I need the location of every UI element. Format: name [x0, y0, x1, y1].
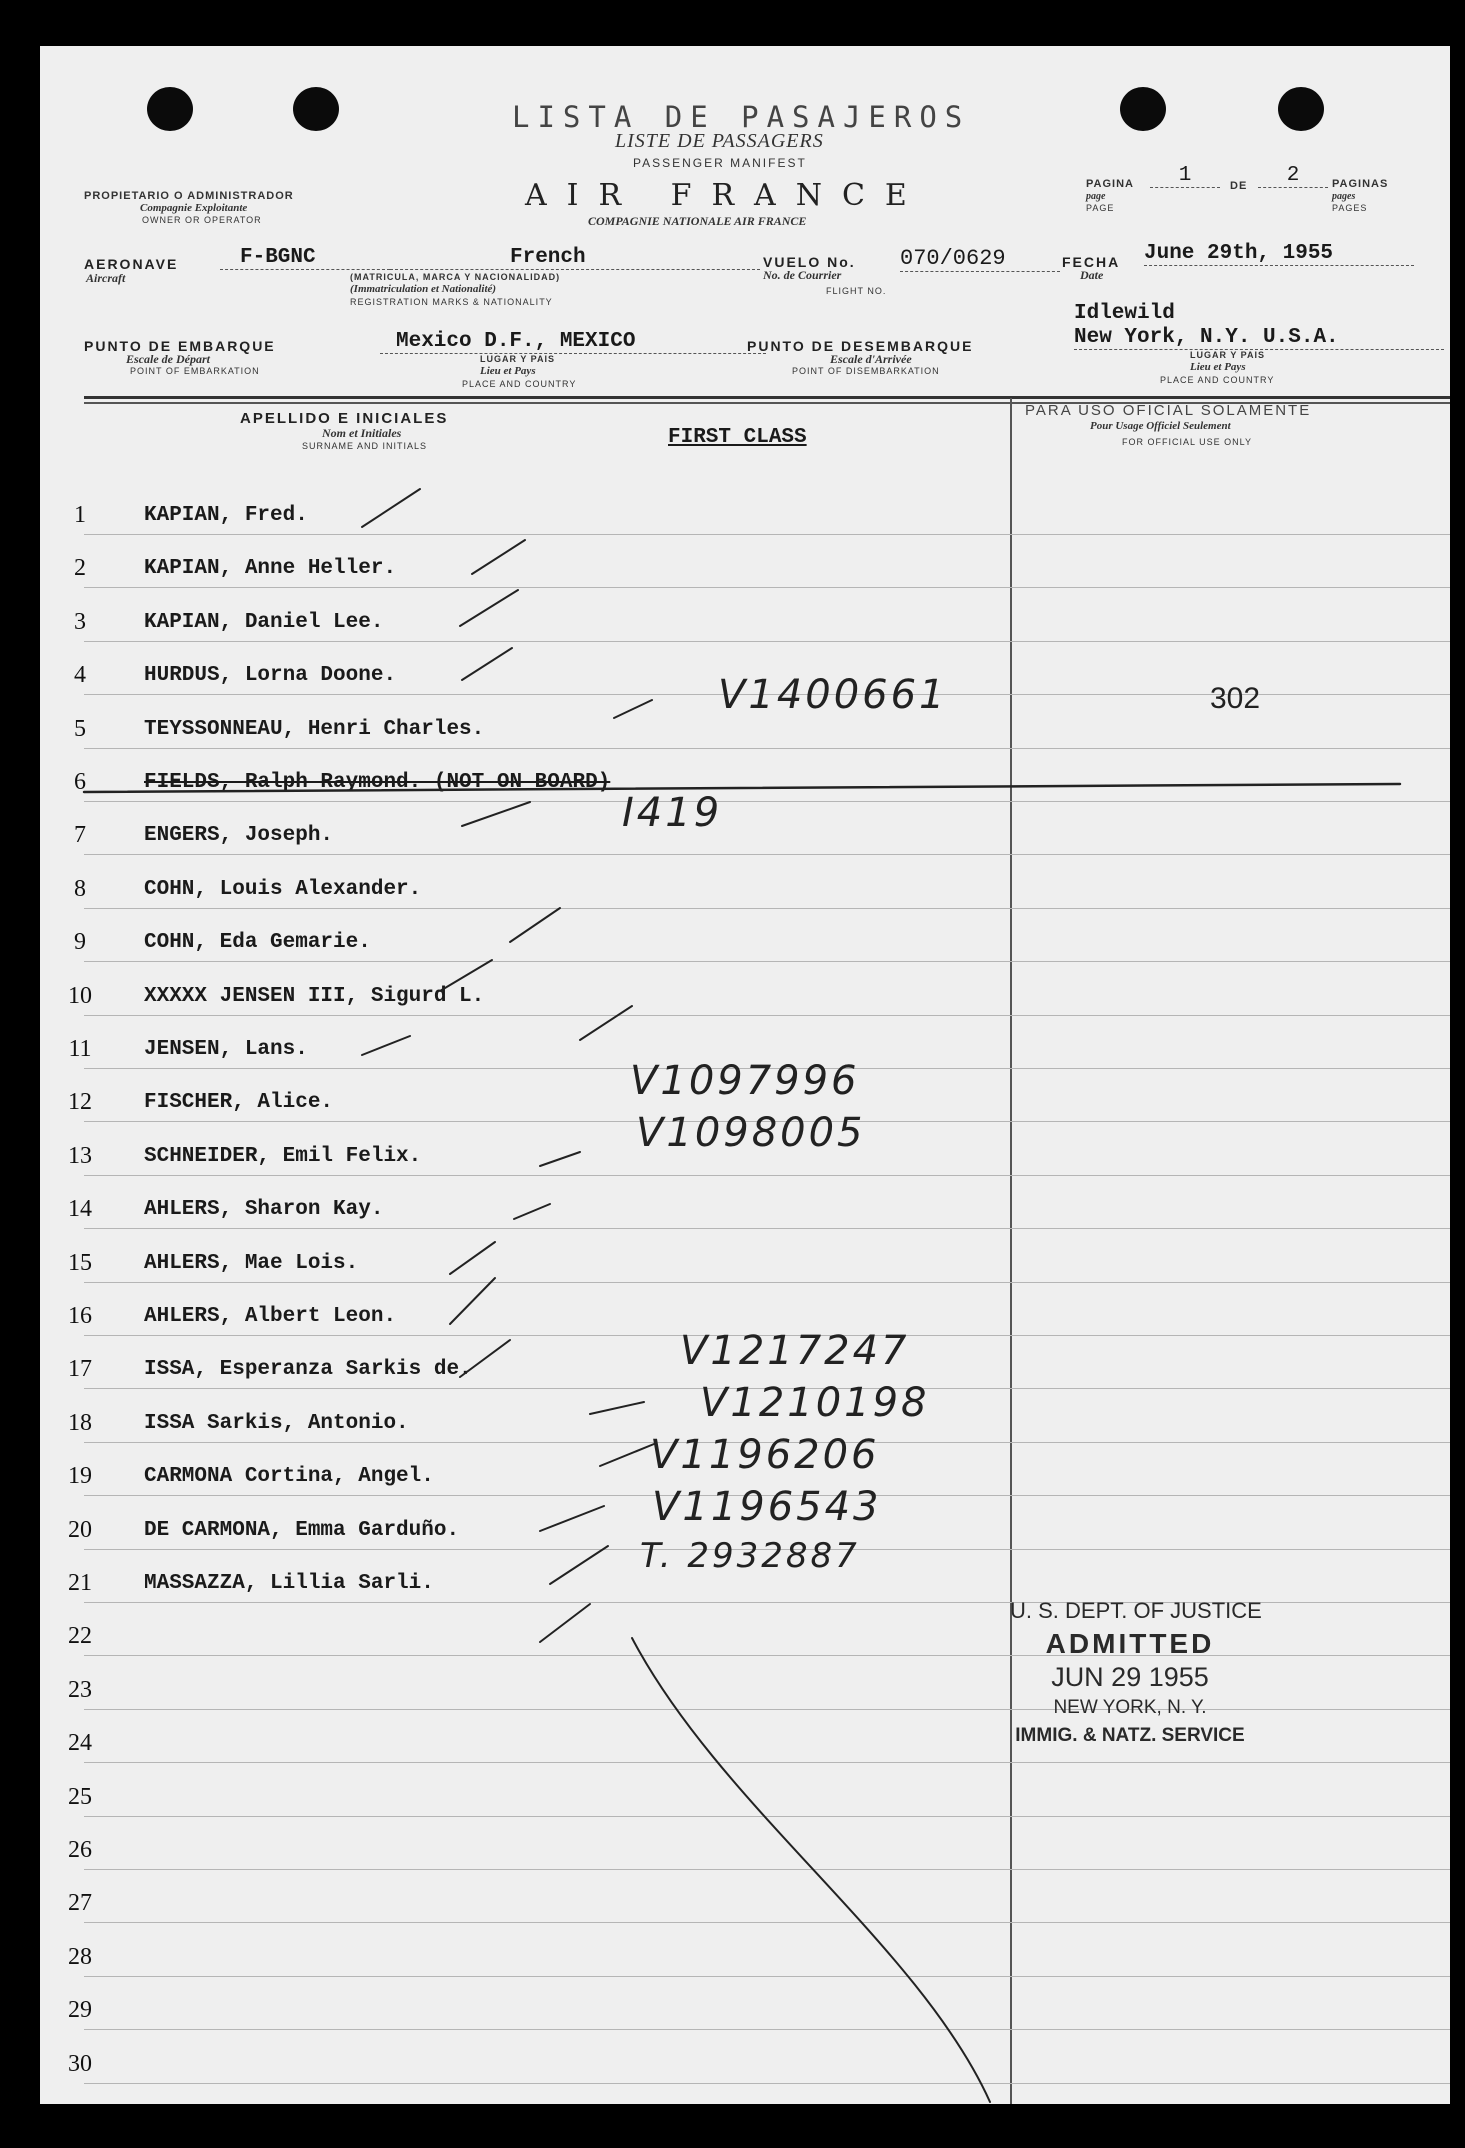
row-number: 6: [74, 769, 86, 795]
disembark-place: New York, N.Y. U.S.A.: [1074, 326, 1444, 350]
passenger-name: AHLERS, Mae Lois.: [144, 1252, 359, 1275]
official-col-header-en: FOR OFFICIAL USE ONLY: [1122, 437, 1253, 447]
passenger-name: COHN, Louis Alexander.: [144, 878, 422, 901]
row-number: 12: [68, 1089, 92, 1115]
passenger-name: AHLERS, Albert Leon.: [144, 1305, 397, 1328]
handwritten-note: V1097996: [630, 1058, 860, 1104]
place2-label-es: LUGAR Y PAIS: [1190, 350, 1266, 360]
passenger-name: COHN, Eda Gemarie.: [144, 931, 371, 954]
surname-col-header-fr: Nom et Initiales: [322, 426, 402, 440]
title-fr: LISTE DE PASSAGERS: [615, 130, 824, 152]
row-number: 3: [74, 609, 86, 635]
handwritten-note: V1196543: [652, 1484, 882, 1530]
row-number: 15: [68, 1250, 92, 1276]
airline-name: AIR FRANCE: [525, 178, 927, 213]
owner-label-en: OWNER OR OPERATOR: [142, 215, 262, 225]
passenger-name: CARMONA Cortina, Angel.: [144, 1465, 434, 1488]
row-number: 17: [68, 1356, 92, 1382]
passenger-name: JENSEN, Lans.: [144, 1038, 308, 1061]
pages-label-en: PAGES: [1332, 203, 1368, 213]
flight-label: VUELO No.: [763, 254, 856, 270]
aircraft-nationality: French: [390, 246, 760, 270]
row-number: 30: [68, 2051, 92, 2077]
row-number: 1: [74, 502, 86, 528]
stamp-place: NEW YORK, N. Y.: [1053, 1697, 1207, 1718]
passenger-name: ENGERS, Joseph.: [144, 824, 334, 847]
page-label-fr: page: [1086, 191, 1106, 202]
passenger-name: KAPIAN, Anne Heller.: [144, 557, 397, 580]
aircraft-label: AERONAVE: [84, 256, 179, 272]
handwritten-note: V1196206: [650, 1432, 880, 1478]
aircraft-reg-note-en: REGISTRATION MARKS & NATIONALITY: [350, 297, 553, 307]
passenger-name: HURDUS, Lorna Doone.: [144, 664, 397, 687]
passenger-name: KAPIAN, Fred.: [144, 504, 308, 527]
surname-col-header-en: SURNAME AND INITIALS: [302, 441, 428, 451]
row-number: 10: [68, 983, 92, 1009]
embark-place: Mexico D.F., MEXICO: [380, 330, 766, 354]
date-label-fr: Date: [1080, 268, 1104, 282]
handwritten-note: I419: [622, 790, 723, 836]
flight-label-fr: No. de Courrier: [763, 268, 842, 282]
handwritten-note: V1400661: [718, 672, 948, 718]
official-entry: 302: [1210, 682, 1261, 715]
flight-number: 070/0629: [900, 246, 1060, 272]
title-en: PASSENGER MANIFEST: [633, 156, 807, 170]
disembark-label-fr: Escale d'Arrivée: [830, 352, 912, 366]
handwritten-note: V1217247: [680, 1328, 910, 1374]
row-number: 7: [74, 822, 86, 848]
row-number: 22: [68, 1623, 92, 1649]
row-number: 26: [68, 1837, 92, 1863]
handwritten-note: V1210198: [700, 1380, 930, 1426]
page-number: 1: [1150, 164, 1220, 188]
stamp-status: ADMITTED: [1045, 1628, 1215, 1659]
row-number: 20: [68, 1517, 92, 1543]
passenger-name: SCHNEIDER, Emil Felix.: [144, 1145, 422, 1168]
row-number: 5: [74, 716, 86, 742]
row-number: 16: [68, 1303, 92, 1329]
row-number: 21: [68, 1570, 92, 1596]
flight-date: June 29th, 1955: [1144, 242, 1414, 266]
manifest-page: [40, 46, 1450, 2104]
row-number: 29: [68, 1997, 92, 2023]
passenger-name: DE CARMONA, Emma Garduño.: [144, 1519, 460, 1542]
disembark-label-en: POINT OF DISEMBARKATION: [792, 366, 940, 376]
pages-label-fr: pages: [1332, 191, 1356, 202]
embark-label-fr: Escale de Départ: [126, 352, 210, 366]
row-number: 2: [74, 555, 86, 581]
passenger-name: FIELDS, Ralph Raymond. (NOT ON BOARD): [144, 771, 611, 794]
passenger-name: MASSAZZA, Lillia Sarli.: [144, 1572, 434, 1595]
stamp-line-dept: U. S. DEPT. OF JUSTICE: [1010, 1598, 1262, 1623]
page-total: 2: [1258, 164, 1328, 188]
passenger-name: XXXXX JENSEN III, Sigurd L.: [144, 985, 485, 1008]
date-label: FECHA: [1062, 254, 1121, 270]
owner-label-es: PROPIETARIO O ADMINISTRADOR: [84, 190, 294, 202]
official-col-header-fr: Pour Usage Officiel Seulement: [1090, 420, 1231, 432]
pages-label: PAGINAS: [1332, 178, 1389, 190]
passenger-name: AHLERS, Sharon Kay.: [144, 1198, 384, 1221]
row-number: 13: [68, 1143, 92, 1169]
row-number: 27: [68, 1890, 92, 1916]
official-col-header: PARA USO OFICIAL SOLAMENTE: [1025, 402, 1312, 419]
aircraft-reg-note-fr: (Immatriculation et Nationalité): [350, 283, 497, 295]
airline-subtitle: COMPAGNIE NATIONALE AIR FRANCE: [588, 214, 807, 228]
row-number: 14: [68, 1196, 92, 1222]
surname-col-header: APELLIDO E INICIALES: [240, 410, 449, 427]
passenger-name: TEYSSONNEAU, Henri Charles.: [144, 718, 485, 741]
place-label-fr: Lieu et Pays: [480, 365, 536, 377]
row-number: 9: [74, 929, 86, 955]
aircraft-label-fr: Aircraft: [86, 271, 126, 285]
disembark-label: PUNTO DE DESEMBARQUE: [747, 338, 974, 354]
owner-label-fr: Compagnie Exploitante: [140, 202, 248, 214]
passenger-name: KAPIAN, Daniel Lee.: [144, 611, 384, 634]
place-label-es: LUGAR Y PAIS: [480, 354, 556, 364]
embark-label-en: POINT OF EMBARKATION: [130, 366, 260, 376]
handwritten-note: T. 2932887: [640, 1536, 860, 1576]
of-label: DE: [1230, 180, 1248, 192]
row-number: 4: [74, 662, 86, 688]
page-label: PAGINA: [1086, 178, 1134, 190]
place2-label-en: PLACE AND COUNTRY: [1160, 375, 1275, 385]
passenger-name: ISSA Sarkis, Antonio.: [144, 1412, 409, 1435]
page-label-en: PAGE: [1086, 203, 1115, 213]
passenger-name: FISCHER, Alice.: [144, 1091, 334, 1114]
row-number: 24: [68, 1730, 92, 1756]
place-label-en: PLACE AND COUNTRY: [462, 379, 577, 389]
row-number: 11: [68, 1036, 92, 1062]
row-number: 8: [74, 876, 86, 902]
row-number: 18: [68, 1410, 92, 1436]
disembark-airport: Idlewild: [1074, 302, 1175, 325]
row-number: 25: [68, 1784, 92, 1810]
aircraft-reg-note-es: (MATRICULA, MARCA Y NACIONALIDAD): [350, 272, 561, 282]
place2-label-fr: Lieu et Pays: [1190, 361, 1246, 373]
passenger-name: ISSA, Esperanza Sarkis de.: [144, 1358, 472, 1381]
handwritten-note: V1098005: [636, 1110, 866, 1156]
row-number: 28: [68, 1944, 92, 1970]
class-heading: FIRST CLASS: [668, 426, 807, 449]
row-number: 23: [68, 1677, 92, 1703]
immigration-stamp: [1010, 1598, 1262, 1747]
aircraft-registration: F-BGNC: [220, 246, 390, 270]
stamp-agency: IMMIG. & NATZ. SERVICE: [1015, 1725, 1245, 1746]
embark-label: PUNTO DE EMBARQUE: [84, 338, 276, 354]
row-number: 19: [68, 1463, 92, 1489]
title-es: LISTA DE PASAJEROS: [512, 100, 971, 134]
flight-label-en: FLIGHT NO.: [826, 286, 887, 296]
stamp-date: JUN 29 1955: [1051, 1662, 1209, 1692]
